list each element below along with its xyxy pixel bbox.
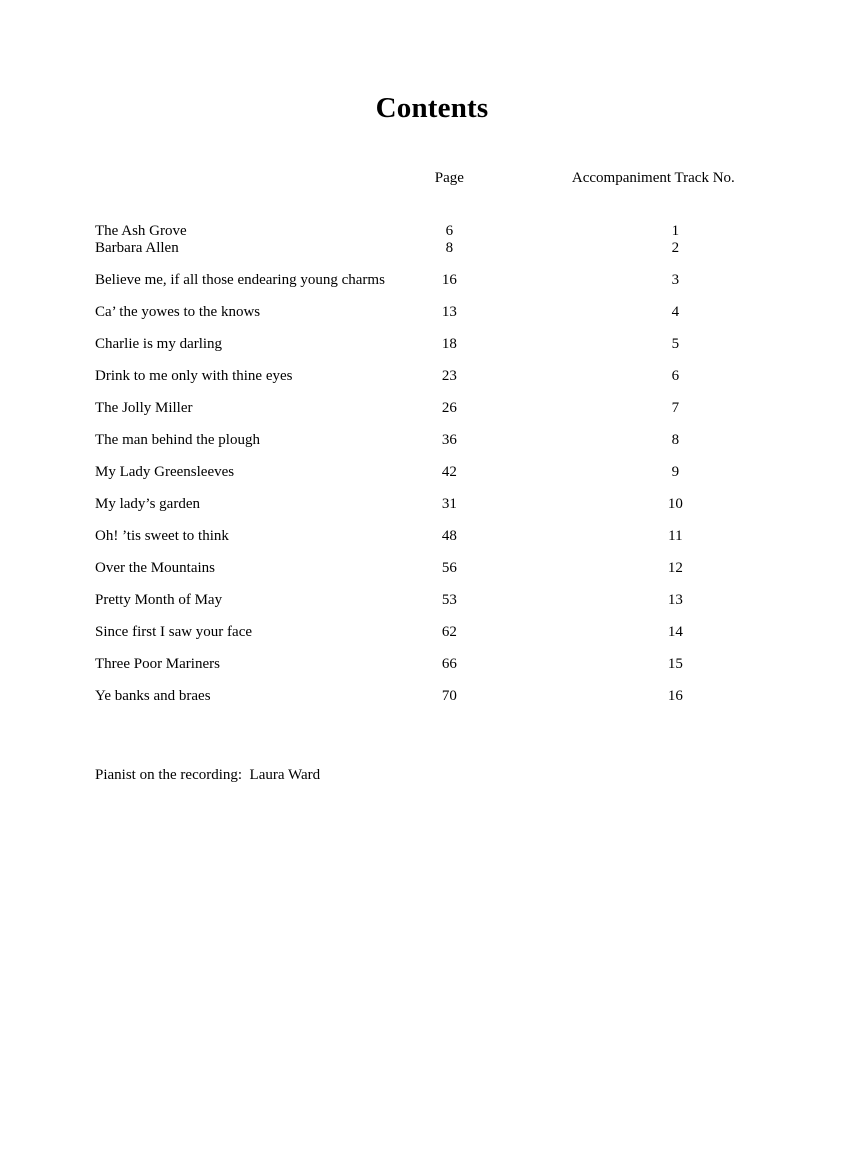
entry-track-number: 7 [671, 400, 680, 416]
table-row [0, 592, 864, 624]
entry-title: The Jolly Miller [95, 400, 193, 416]
entry-track-number: 16 [667, 688, 683, 704]
contents-table [0, 170, 864, 720]
entry-page-number: 70 [441, 688, 457, 704]
table-row [0, 560, 864, 592]
column-header-track: Accompaniment Track No. [571, 170, 735, 186]
table-row [0, 528, 864, 560]
entry-page-number: 48 [441, 528, 457, 544]
column-header-title [0, 170, 385, 194]
entry-title: Pretty Month of May [95, 592, 223, 608]
entry-track-number: 8 [671, 432, 680, 448]
entry-track-number: 5 [671, 336, 680, 352]
entry-page-number: 62 [441, 624, 457, 640]
entry-track-number: 13 [667, 592, 683, 608]
entry-track-number: 12 [667, 560, 683, 576]
table-row [0, 400, 864, 432]
entry-page-number: 16 [441, 272, 457, 288]
entry-page-number: 18 [441, 336, 457, 352]
table-row [0, 496, 864, 528]
table-row [0, 194, 864, 240]
table-row [0, 240, 864, 272]
entry-track-number: 15 [667, 656, 683, 672]
entry-track-number: 3 [671, 272, 680, 288]
entry-track-number: 9 [671, 464, 680, 480]
entry-page-number: 26 [441, 400, 457, 416]
table-row [0, 304, 864, 336]
entry-page-number: 36 [441, 432, 457, 448]
entry-track-number: 14 [667, 624, 683, 640]
entry-title: My lady’s garden [95, 496, 200, 512]
table-body [0, 194, 864, 720]
entry-title: The man behind the plough [95, 432, 260, 448]
entry-title: Over the Mountains [95, 560, 215, 576]
entry-title: Ca’ the yowes to the knows [95, 304, 261, 320]
entry-track-number: 1 [671, 223, 680, 239]
entry-track-number: 11 [668, 528, 683, 544]
table-row [0, 432, 864, 464]
entry-title: Ye banks and braes [95, 688, 211, 704]
entry-page-number: 66 [441, 656, 457, 672]
pianist-credit: Pianist on the recording: Laura Ward [95, 767, 321, 783]
page-title: Contents [375, 92, 489, 124]
table-header [0, 170, 864, 194]
entry-title: My Lady Greensleeves [95, 464, 235, 480]
entry-page-number: 6 [445, 223, 454, 239]
entry-page-number: 53 [441, 592, 457, 608]
entry-track-number: 2 [671, 240, 680, 256]
table-row [0, 656, 864, 688]
table-row [0, 464, 864, 496]
entry-title: Charlie is my darling [95, 336, 223, 352]
entry-page-number: 56 [441, 560, 457, 576]
header-row [0, 170, 864, 194]
entry-track-number: 6 [671, 368, 680, 384]
column-header-page: Page [434, 170, 464, 186]
table-row [0, 368, 864, 400]
entry-title: Believe me, if all those endearing young charms [95, 272, 385, 288]
entry-page-number: 31 [441, 496, 457, 512]
entry-title: The Ash Grove [95, 223, 187, 239]
entry-title: Three Poor Mariners [95, 656, 220, 672]
entry-page-number: 13 [441, 304, 457, 320]
entry-title: Oh! ’tis sweet to think [95, 528, 229, 544]
entry-title: Drink to me only with thine eyes [95, 368, 293, 384]
entry-track-number: 10 [667, 496, 683, 512]
entry-title: Since first I saw your face [95, 624, 253, 640]
entry-title: Barbara Allen [95, 240, 179, 256]
table-row [0, 688, 864, 720]
entry-page-number: 42 [441, 464, 457, 480]
entry-track-number: 4 [671, 304, 680, 320]
entry-page-number: 8 [445, 240, 454, 256]
entry-page-number: 23 [441, 368, 457, 384]
table-row [0, 624, 864, 656]
table-row [0, 336, 864, 368]
table-row [0, 272, 864, 304]
